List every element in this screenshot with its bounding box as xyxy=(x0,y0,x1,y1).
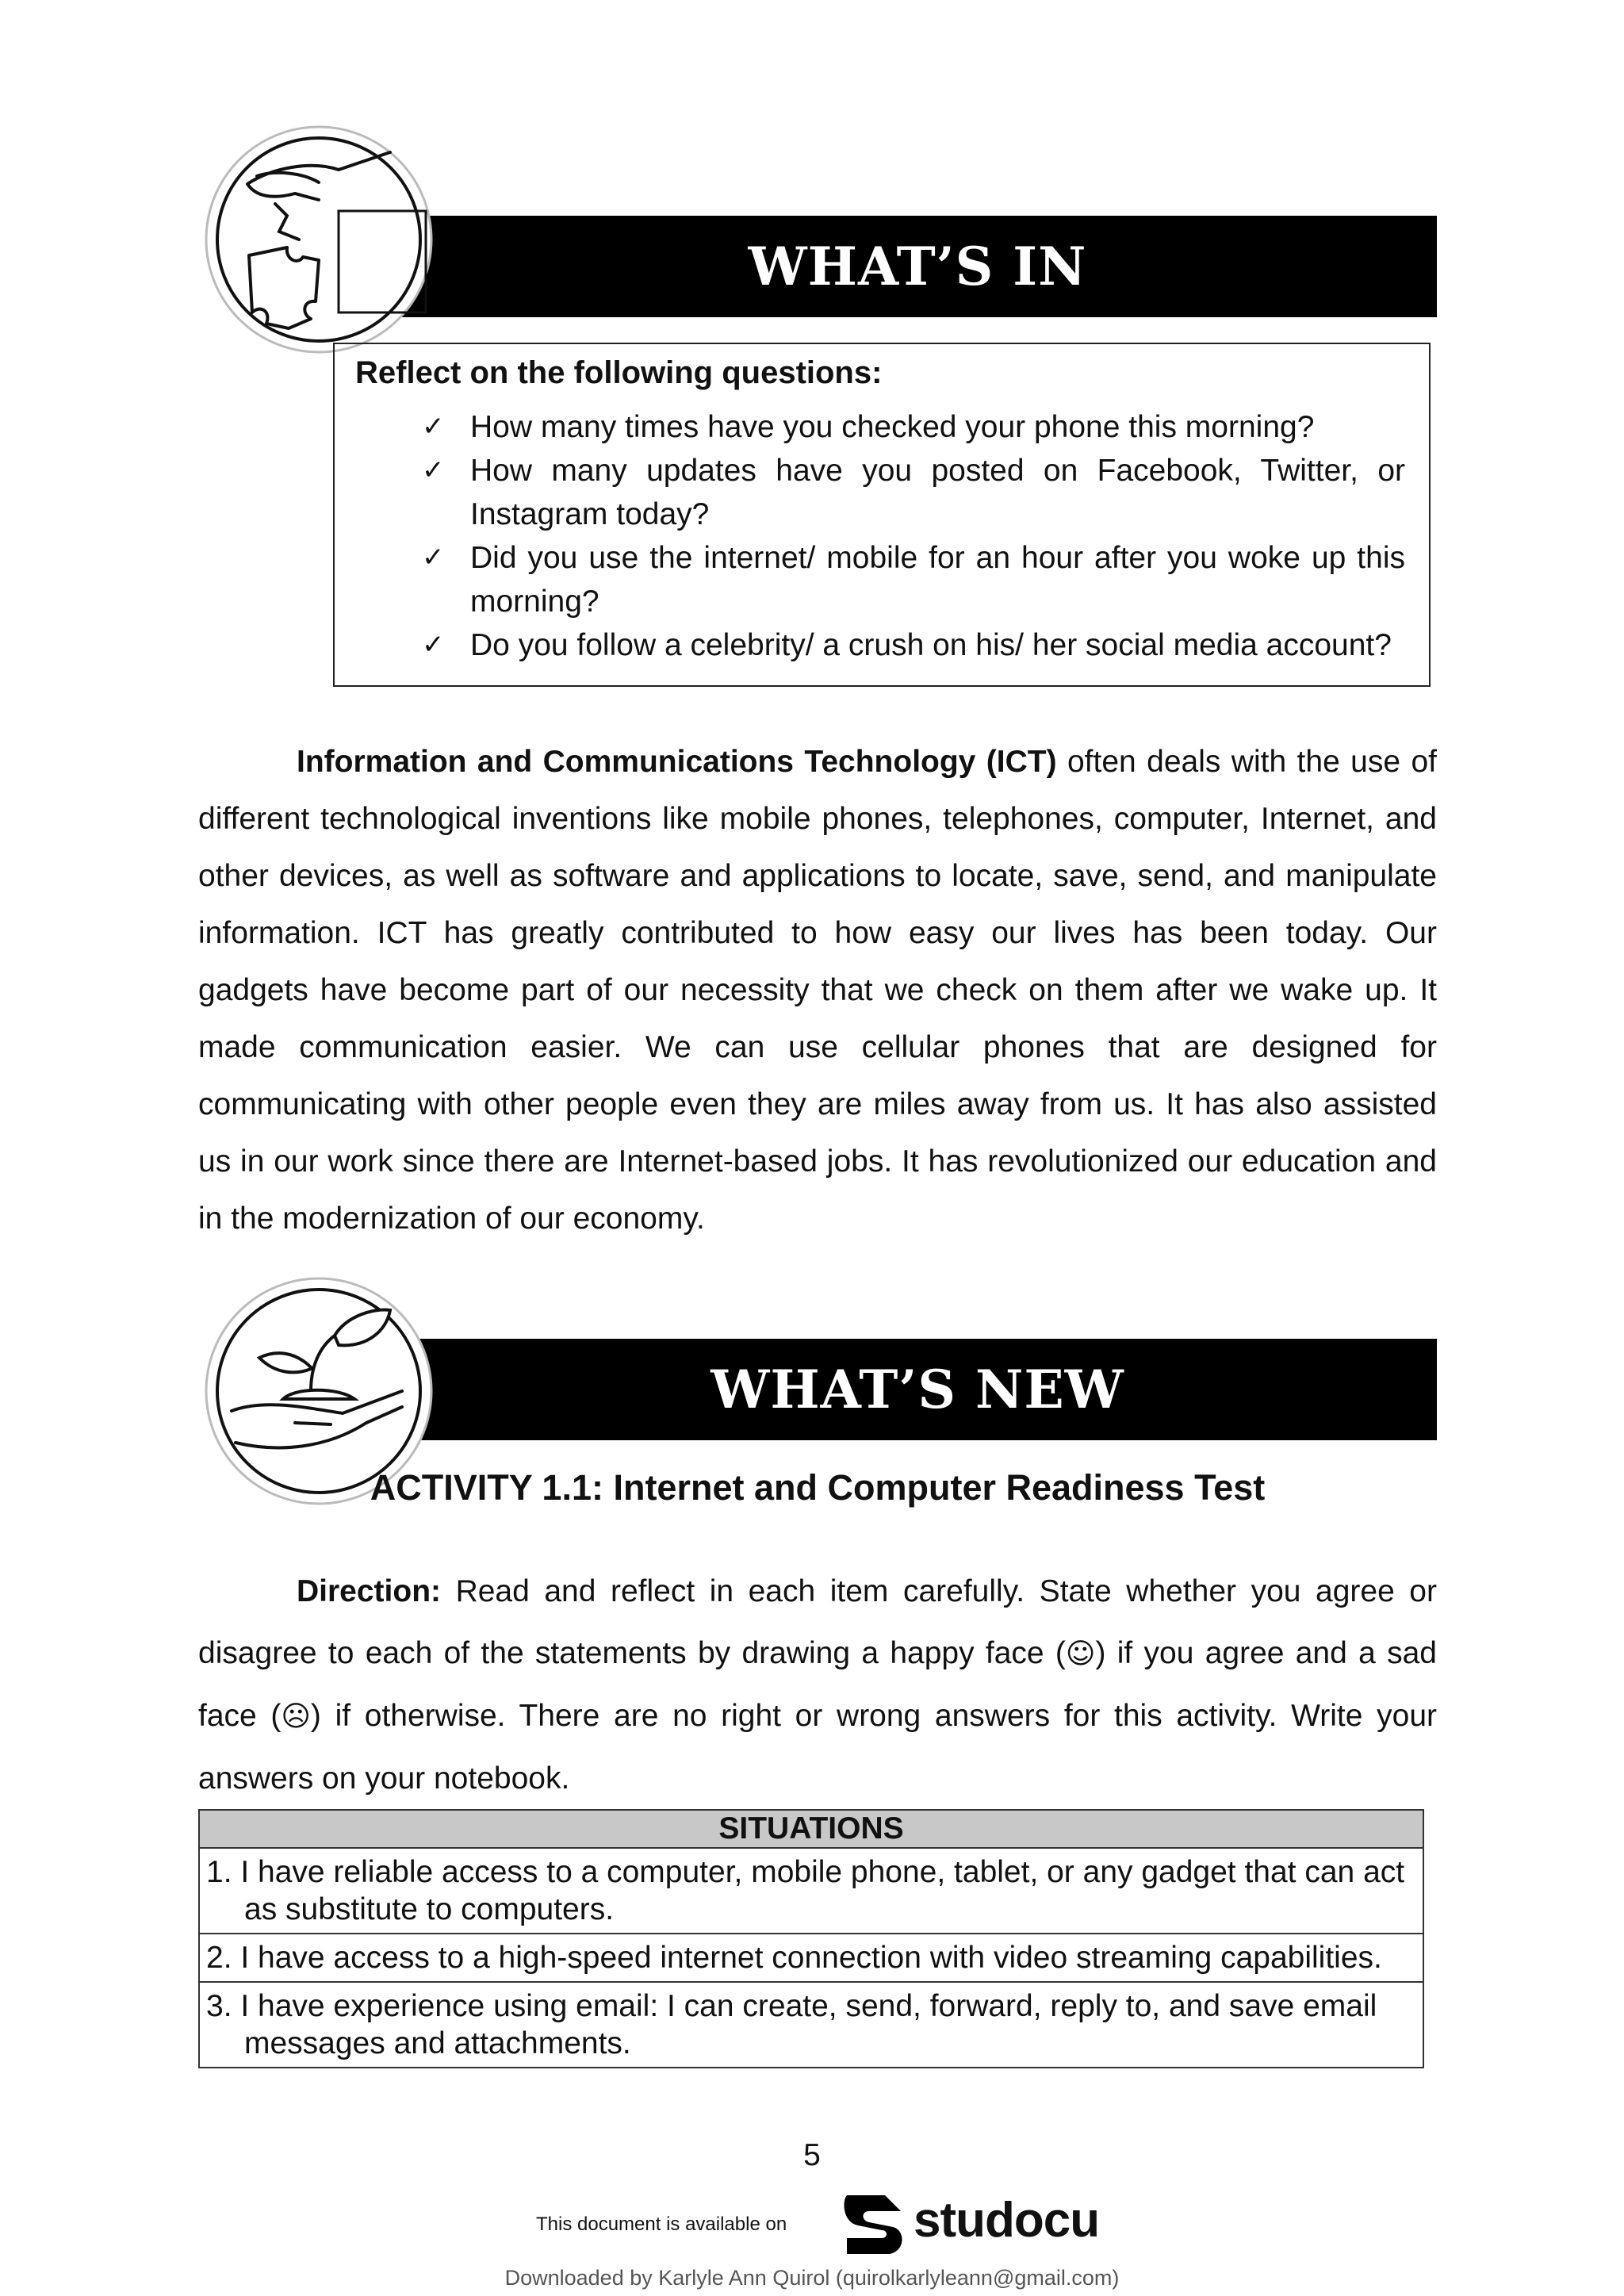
table-row xyxy=(199,1982,1423,2068)
table-cell: 2. I have access to a high-speed internet connection with video streaming capabilities. xyxy=(199,1934,1423,1982)
reflect-heading: Reflect on the following questions: xyxy=(355,355,883,390)
check-icon: ✓ xyxy=(422,454,445,486)
whats-in-banner xyxy=(200,216,1437,317)
ict-lead: Information and Communications Technology (ICT) xyxy=(297,745,1057,779)
table-header: SITUATIONS xyxy=(199,1810,1423,1848)
table-row xyxy=(199,1848,1423,1934)
direction-paragraph: Direction: Read and reflect in each item carefully. State whether you agree or disagree to each of the statements by drawing a happy face (☺) if you agree and a sad face (☹) if otherwise. There are no right or wrong answers for this activity. Write your answers on your notebook. xyxy=(198,1574,1438,1796)
list-item: ✓ Did you use the internet/ mobile for an hour after you woke up this morning? xyxy=(355,536,1405,623)
check-icon: ✓ xyxy=(422,629,445,661)
whats-in-title-bar xyxy=(398,216,1437,317)
whats-in-title: WHAT’S IN xyxy=(748,236,1087,297)
activity-title: ACTIVITY 1.1: Internet and Computer Readiness Test xyxy=(370,1467,1266,1508)
check-icon: ✓ xyxy=(422,411,445,443)
check-icon: ✓ xyxy=(422,542,445,573)
happy-face-icon: ☺ xyxy=(1065,1638,1096,1670)
table-row xyxy=(199,1934,1423,1982)
whats-new-banner xyxy=(200,1339,1437,1440)
footer-available-text: This document is available on xyxy=(536,2214,787,2235)
table-header-row xyxy=(199,1810,1423,1848)
whats-new-title-bar xyxy=(398,1339,1437,1440)
footer-downloaded-text: Downloaded by Karlyle Ann Quirol (quirolkarlyleann@gmail.com) xyxy=(504,2266,1120,2290)
reflect-box xyxy=(333,343,1431,687)
reflect-question-list xyxy=(355,405,1405,667)
table-cell: 3. I have experience using email: I can create, send, forward, reply to, and save email messages and attachments. xyxy=(199,1982,1423,2068)
studocu-logo-icon[interactable] xyxy=(837,2189,907,2260)
sad-face-icon: ☹ xyxy=(281,1700,311,1733)
page-number: 5 xyxy=(803,2138,821,2172)
studocu-brand[interactable]: studocu xyxy=(914,2193,1100,2248)
whats-new-title: WHAT’S NEW xyxy=(710,1359,1124,1420)
direction-label: Direction: xyxy=(297,1574,442,1608)
hand-puzzle-icon xyxy=(200,121,438,358)
situations-table xyxy=(198,1809,1424,2068)
list-item: ✓ How many times have you checked your phone this morning? xyxy=(355,405,1405,449)
list-item: ✓ Do you follow a celebrity/ a crush on his/ her social media account? xyxy=(355,623,1405,667)
ict-body: often deals with the use of different technological inventions like mobile phones, telephones, computer, Internet, and other devices, as well as software and applications to locate, save, send, and manipulate information. ICT has greatly contributed to how easy our lives has been today. Our gadgets have become part of our necessity that we check on them after we wake up. It made communication easier. We can use cellular phones that are designed for communicating with other people even they are miles away from us. It has also assisted us in our work since there are Internet-based jobs. It has revolutionized our education and in the modernization of our economy. xyxy=(198,745,1438,1236)
table-cell: 1. I have reliable access to a computer, mobile phone, tablet, or any gadget that can act as substitute to computers. xyxy=(199,1848,1423,1934)
list-item: ✓ How many updates have you posted on Facebook, Twitter, or Instagram today? xyxy=(355,449,1405,536)
ict-paragraph xyxy=(198,734,1437,1248)
